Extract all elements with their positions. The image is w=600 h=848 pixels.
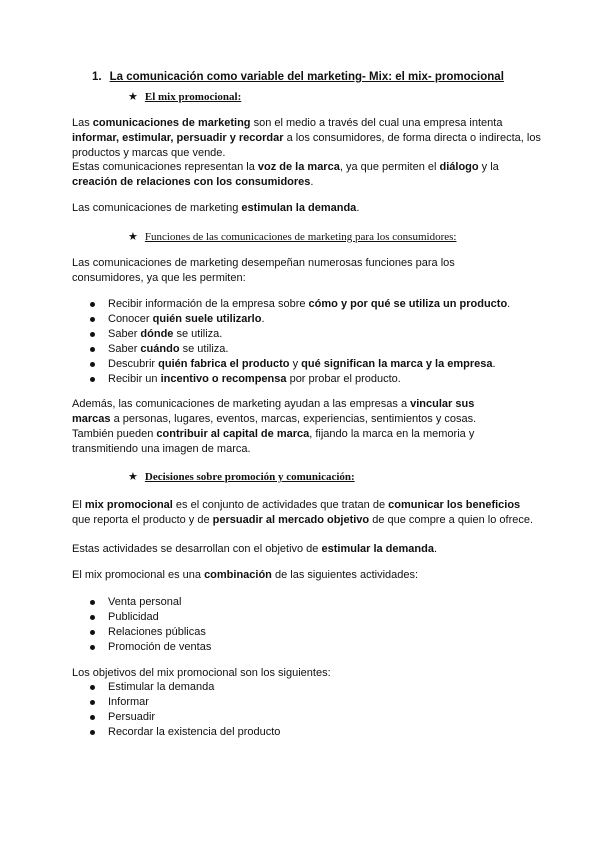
paragraph-link-brands: Además, las comunicaciones de marketing ayudan a las empresas a vincular sus marcas a personas, lugares, eventos, marcas, experiencias, sentimientos y cosas. xyxy=(72,398,477,425)
bullet-dot-icon xyxy=(90,730,95,735)
bullet-dot-icon xyxy=(90,362,95,367)
title-number: 1. xyxy=(92,71,102,83)
bullet-dot-icon xyxy=(90,347,95,352)
heading-text: El mix promocional: xyxy=(144,91,242,103)
title-text: La comunicación como variable del marketing- Mix: el mix- promocional xyxy=(109,71,504,83)
list-item: Venta personal xyxy=(72,595,211,610)
activities-list xyxy=(72,595,211,655)
list-item: Relaciones públicas xyxy=(72,625,211,640)
section-heading-decisions xyxy=(128,469,355,485)
paragraph-promotional-mix-definition: El mix promocional es el conjunto de actividades que tratan de comunicar los beneficios que reporta el producto y de persuadir al mercado objetivo de que compre a quien lo ofrece. xyxy=(72,499,534,526)
bullet-dot-icon xyxy=(90,302,95,307)
paragraph-brand-equity: También pueden contribuir al capital de marca, fijando la marca en la memoria y transmitiendo una imagen de marca. xyxy=(72,428,475,455)
bullet-dot-icon xyxy=(90,332,95,337)
star-bullet-icon: ★ xyxy=(128,90,138,103)
paragraph-stimulate-demand: Las comunicaciones de marketing estimulan la demanda. xyxy=(72,202,360,214)
heading-text: Funciones de las comunicaciones de marketing para los consumidores: xyxy=(144,231,457,243)
list-item: Conocer quién suele utilizarlo. xyxy=(72,312,510,327)
bullet-dot-icon xyxy=(90,317,95,322)
list-item: Publicidad xyxy=(72,610,211,625)
paragraph-activities-goal: Estas actividades se desarrollan con el objetivo de estimular la demanda. xyxy=(72,543,438,555)
bullet-dot-icon xyxy=(90,685,95,690)
list-item: Saber cuándo se utiliza. xyxy=(72,342,510,357)
list-item: Estimular la demanda xyxy=(72,680,280,695)
star-bullet-icon: ★ xyxy=(128,230,138,243)
list-item: Recordar la existencia del producto xyxy=(72,725,280,740)
section-heading-mix xyxy=(128,89,241,105)
list-item: Saber dónde se utiliza. xyxy=(72,327,510,342)
bullet-dot-icon xyxy=(90,600,95,605)
bullet-dot-icon xyxy=(90,645,95,650)
paragraph-voice-of-brand: Estas comunicaciones representan la voz de la marca, ya que permiten el diálogo y la creación de relaciones con los consumidores. xyxy=(72,161,499,188)
heading-text: Decisiones sobre promoción y comunicación: xyxy=(144,471,355,483)
list-item: Promoción de ventas xyxy=(72,640,211,655)
bullet-dot-icon xyxy=(90,615,95,620)
list-item: Informar xyxy=(72,695,280,710)
bullet-dot-icon xyxy=(90,377,95,382)
star-bullet-icon: ★ xyxy=(128,470,138,483)
functions-list xyxy=(72,297,510,387)
list-item: Descubrir quién fabrica el producto y qué significan la marca y la empresa. xyxy=(72,357,510,372)
list-item: Persuadir xyxy=(72,710,280,725)
list-item: Recibir información de la empresa sobre cómo y por qué se utiliza un producto. xyxy=(72,297,510,312)
paragraph-definition: Las comunicaciones de marketing son el medio a través del cual una empresa intenta informar, estimular, persuadir y recordar a los consumidores, de forma directa o indirecta, los productos y marcas que vende. xyxy=(72,117,541,159)
list-item: Recibir un incentivo o recompensa por probar el producto. xyxy=(72,372,510,387)
document-title xyxy=(92,70,504,85)
paragraph-functions-intro: Las comunicaciones de marketing desempeñan numerosas funciones para los consumidores, ya que les permiten: xyxy=(72,257,455,284)
paragraph-objectives-intro: Los objetivos del mix promocional son los siguientes: xyxy=(72,667,331,679)
objectives-list xyxy=(72,680,280,740)
section-heading-functions xyxy=(128,229,456,245)
bullet-dot-icon xyxy=(90,700,95,705)
bullet-dot-icon xyxy=(90,715,95,720)
bullet-dot-icon xyxy=(90,630,95,635)
paragraph-combination: El mix promocional es una combinación de las siguientes actividades: xyxy=(72,569,419,581)
